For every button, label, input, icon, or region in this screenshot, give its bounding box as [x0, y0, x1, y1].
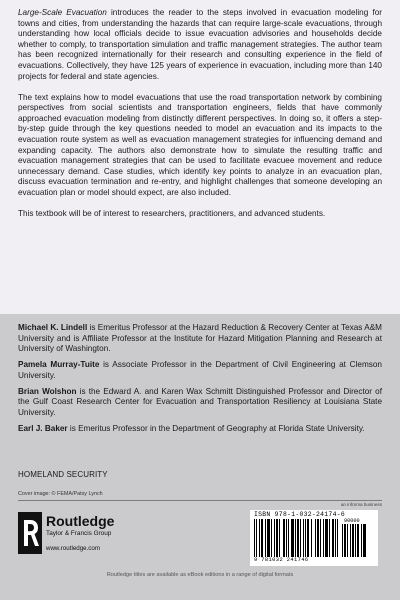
publisher-name: Routledge	[46, 513, 115, 529]
routledge-logo-icon	[18, 512, 42, 554]
price-code: 90000	[344, 518, 360, 524]
author-bio-1	[18, 323, 382, 355]
divider	[18, 500, 382, 501]
author-bio-text: is the Edward A. and Karen Wax Schmitt Distinguished Professor and Director of the Gulf Coast Research Center for Evacuation and Transportation Resiliency at Louisiana State University.	[18, 386, 382, 417]
author-bio-text: is Emeritus Professor at the Hazard Reduction & Recovery Center at Texas A&M University and is Affiliate Professor at the Institute for Hazard Mitigation Planning and Research at University of Washington.	[18, 323, 382, 354]
blurb-paragraph-1-text: introduces the reader to the steps involved in evacuation modeling for towns and cities, from understanding the hazards that can require large-scale evacuations, through understanding how local officials decide to issue evacuation advisories and households decide whether to comply, to transportation simulation and traffic management strategies. The author team has been recognized internationally for their research and consulting experience in the field of evacuations. Collectively, they have 125 years of experience in evacuation, including more than 140 projects for federal and state agencies.	[18, 8, 383, 81]
blurb-paragraph-2: The text explains how to model evacuations that use the road transportation network by combining perspectives from social scientists and transportation engineers, fields that have commonly approached evacuation modeling from distinctly different perspectives. In doing so, it offers a step-by-step guide through the key questions needed to model an evacuation and its impacts to the evacuation route system as well as evacuation management strategies for influencing demand and expanding capacity. The authors also demonstrate how to simulate the resulting traffic and evacuation management strategies that can be used to facilitate evacuee movement and reduce unnecessary demand. Case studies, which identify key points to analyze in an evacuation plan, discuss evacuation termination and re-entry, and highlight challenges that someone developing an evacuation plan or model should expect, are also included.	[18, 92, 382, 197]
book-title: Large-Scale Evacuation	[18, 8, 107, 17]
barcode-icon	[254, 519, 338, 557]
author-bio-4	[18, 424, 382, 435]
author-bio-2	[18, 360, 382, 381]
subject-category: HOMELAND SECURITY	[18, 470, 108, 479]
blurb-paragraph-1	[18, 8, 382, 82]
publisher-group: Taylor & Francis Group	[46, 530, 112, 537]
author-name: Earl J. Baker	[18, 423, 68, 433]
informa-tagline: an informa business	[340, 502, 382, 507]
author-name: Brian Wolshon	[18, 386, 77, 396]
ebook-note: Routledge titles are available as eBook editions in a range of digital formats	[106, 572, 294, 578]
author-name: Michael K. Lindell	[18, 323, 88, 332]
author-name: Pamela Murray-Tuite	[18, 360, 100, 370]
barcode-number: 9 781032 241746	[254, 557, 309, 563]
cover-credit: Cover image: © FEMA/Patsy Lynch	[18, 491, 103, 497]
author-bio-3	[18, 387, 382, 419]
author-bio-text: is Emeritus Professor in the Department of Geography at Florida State University.	[67, 423, 365, 433]
blurb-paragraph-3: This textbook will be of interest to researchers, practitioners, and advanced students.	[18, 209, 326, 219]
publisher-url[interactable]: www.routledge.com	[46, 545, 100, 552]
barcode-area	[250, 510, 378, 566]
author-bio-text: is Associate Professor in the Department of Civil Engineering at Clemson University.	[18, 360, 382, 380]
price-barcode-icon	[342, 524, 372, 557]
isbn-label: ISBN 978-1-032-24174-6	[254, 511, 345, 518]
